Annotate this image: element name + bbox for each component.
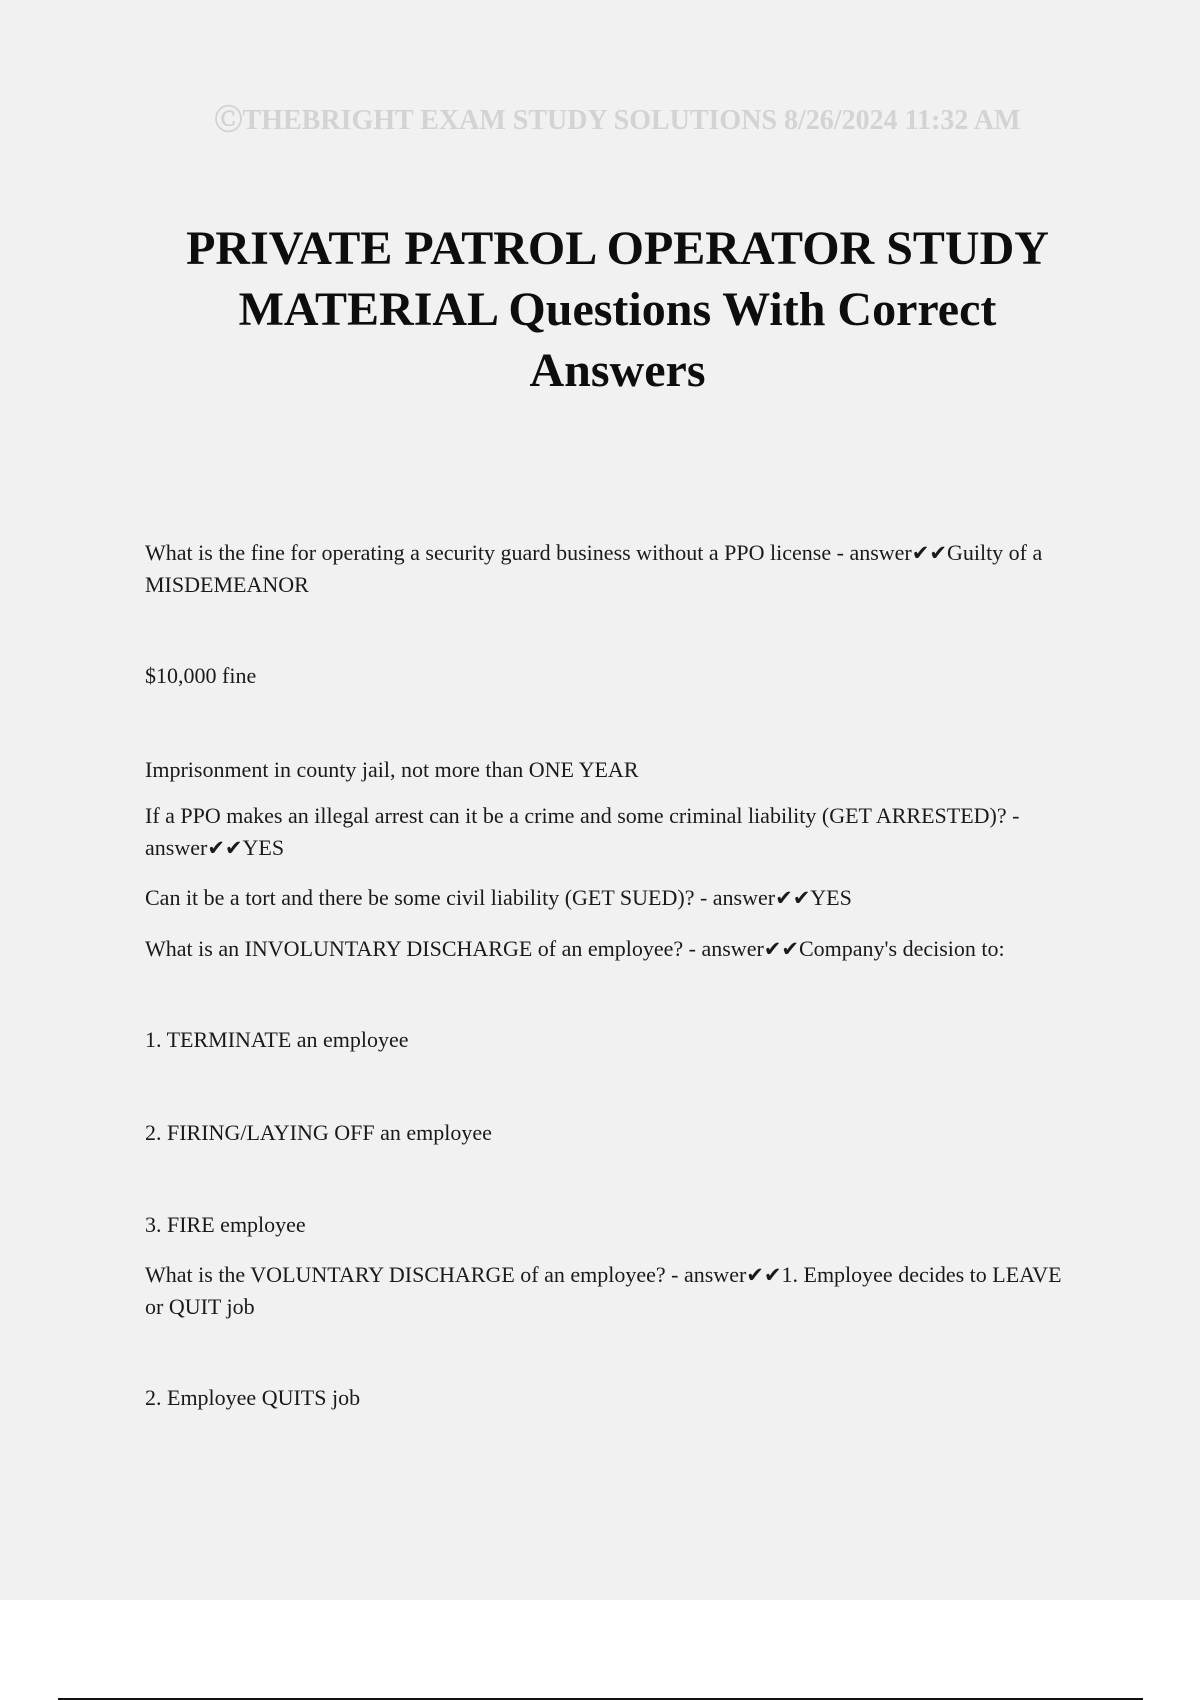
list-item: 2. FIRING/LAYING OFF an employee — [145, 1120, 492, 1145]
document-title: PRIVATE PATROL OPERATOR STUDY MATERIAL Questions With Correct Answers — [186, 222, 1049, 397]
check-icon: ✔✔ — [746, 1263, 782, 1287]
check-icon: ✔✔ — [763, 937, 799, 961]
list-item: 1. TERMINATE an employee — [145, 1027, 409, 1052]
question-text: If a PPO makes an illegal arrest can it be a crime and some criminal liability (GET ARRESTED)? - answer — [145, 803, 1020, 860]
qa-content — [145, 537, 1085, 1414]
question-text: What is an INVOLUNTARY DISCHARGE of an employee? - answer — [145, 936, 764, 961]
qa-item-3 — [145, 882, 1085, 914]
check-icon: ✔✔ — [775, 886, 811, 910]
list-item: Imprisonment in county jail, not more than ONE YEAR — [145, 757, 639, 782]
list-item: 2. Employee QUITS job — [145, 1385, 361, 1410]
watermark: ⒸTHEBRIGHT EXAM STUDY SOLUTIONS 8/26/2024 11:32 AM — [214, 105, 1021, 136]
answer-text: Company's decision to: — [799, 936, 1005, 961]
answer-text: 1. Employee decides to LEAVE or QUIT job — [145, 1262, 1062, 1319]
qa-item-4 — [145, 933, 1085, 965]
question-text: Can it be a tort and there be some civil liability (GET SUED)? - answer — [145, 885, 776, 910]
list-item: $10,000 fine — [145, 663, 257, 688]
qa-item-2 — [145, 800, 1085, 864]
answer-text: YES — [242, 835, 285, 860]
answer-text: YES — [810, 885, 852, 910]
qa-item-5 — [145, 1259, 1085, 1323]
answer-text: Guilty of a MISDEMEANOR — [145, 540, 1043, 597]
check-icon: ✔✔ — [911, 541, 947, 565]
question-text: What is the fine for operating a security guard business without a PPO license - answer — [145, 540, 912, 565]
question-text: What is the VOLUNTARY DISCHARGE of an employee? - answer — [145, 1262, 747, 1287]
check-icon: ✔✔ — [207, 836, 243, 860]
list-item: 3. FIRE employee — [145, 1212, 306, 1237]
qa-item-1 — [145, 537, 1085, 601]
